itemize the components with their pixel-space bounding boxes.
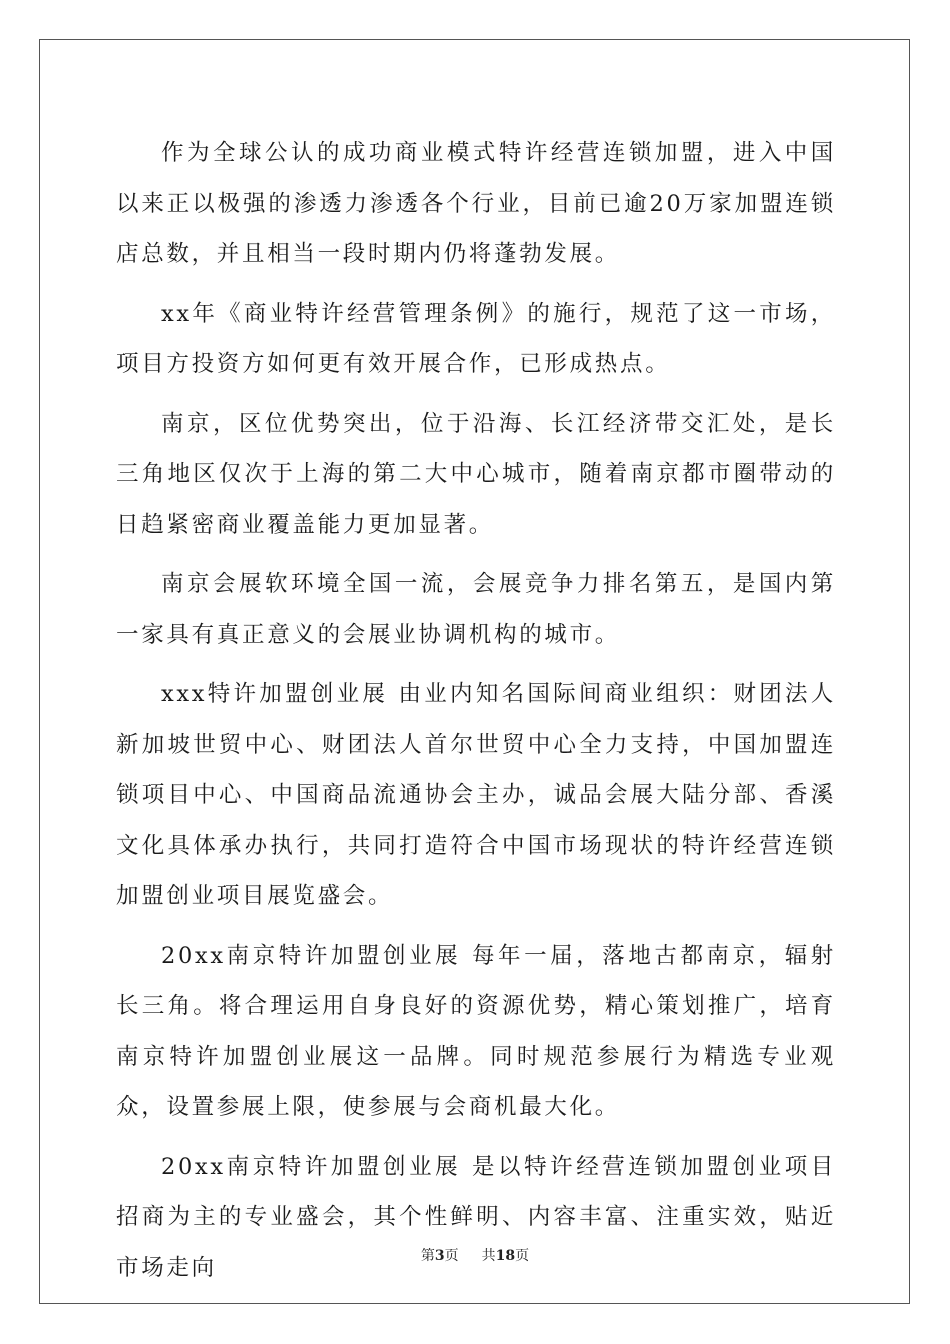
total-suffix: 页 [515,1248,530,1264]
page-footer [0,1245,950,1265]
paragraph-4: 南京会展软环境全国一流，会展竞争力排名第五，是国内第一家具有真正意义的会展业协调机构的城市。 [116,571,836,648]
paragraph-2: xx年《商业特许经营管理条例》的施行，规范了这一市场，项目方投资方如何更有效开展合作，已形成热点。 [116,300,836,377]
paragraph-3: 南京，区位优势突出，位于沿海、长江经济带交汇处，是长三角地区仅次于上海的第二大中心城市，随着南京都市圈带动的日趋紧密商业覆盖能力更加显著。 [116,410,836,538]
paragraph-5: xxx特许加盟创业展 由业内知名国际间商业组织：财团法人新加坡世贸中心、财团法人首尔世贸中心全力支持，中国加盟连锁项目中心、中国商品流通协会主办，诚品会展大陆分部、香溪文化具体承办执行，共同打造符合中国市场现状的特许经营连锁加盟创业项目展览盛会。 [116,681,836,909]
paragraph-6: 20xx南京特许加盟创业展 每年一届，落地古都南京，辐射长三角。将合理运用自身良好的资源优势，精心策划推广，培育南京特许加盟创业展这一品牌。同时规范参展行为精选专业观众，设置参展上限，使参展与会商机最大化。 [116,942,836,1120]
total-pages-indicator [482,1245,529,1265]
page-suffix: 页 [444,1248,459,1264]
paragraph-7: 20xx南京特许加盟创业展 是以特许经营连锁加盟创业项目招商为主的专业盛会，其个性鲜明、内容丰富、注重实效，贴近市场走向 [116,1153,836,1281]
page-indicator [421,1245,459,1265]
total-page-count: 18 [495,1248,516,1264]
paragraph-1: 作为全球公认的成功商业模式特许经营连锁加盟，进入中国以来正以极强的渗透力渗透各个行业，目前已逾20万家加盟连锁店总数，并且相当一段时期内仍将蓬勃发展。 [116,140,836,267]
document-body [116,128,836,1302]
current-page-number: 3 [434,1248,445,1264]
page-prefix: 第 [420,1248,435,1264]
total-prefix: 共 [481,1248,496,1264]
